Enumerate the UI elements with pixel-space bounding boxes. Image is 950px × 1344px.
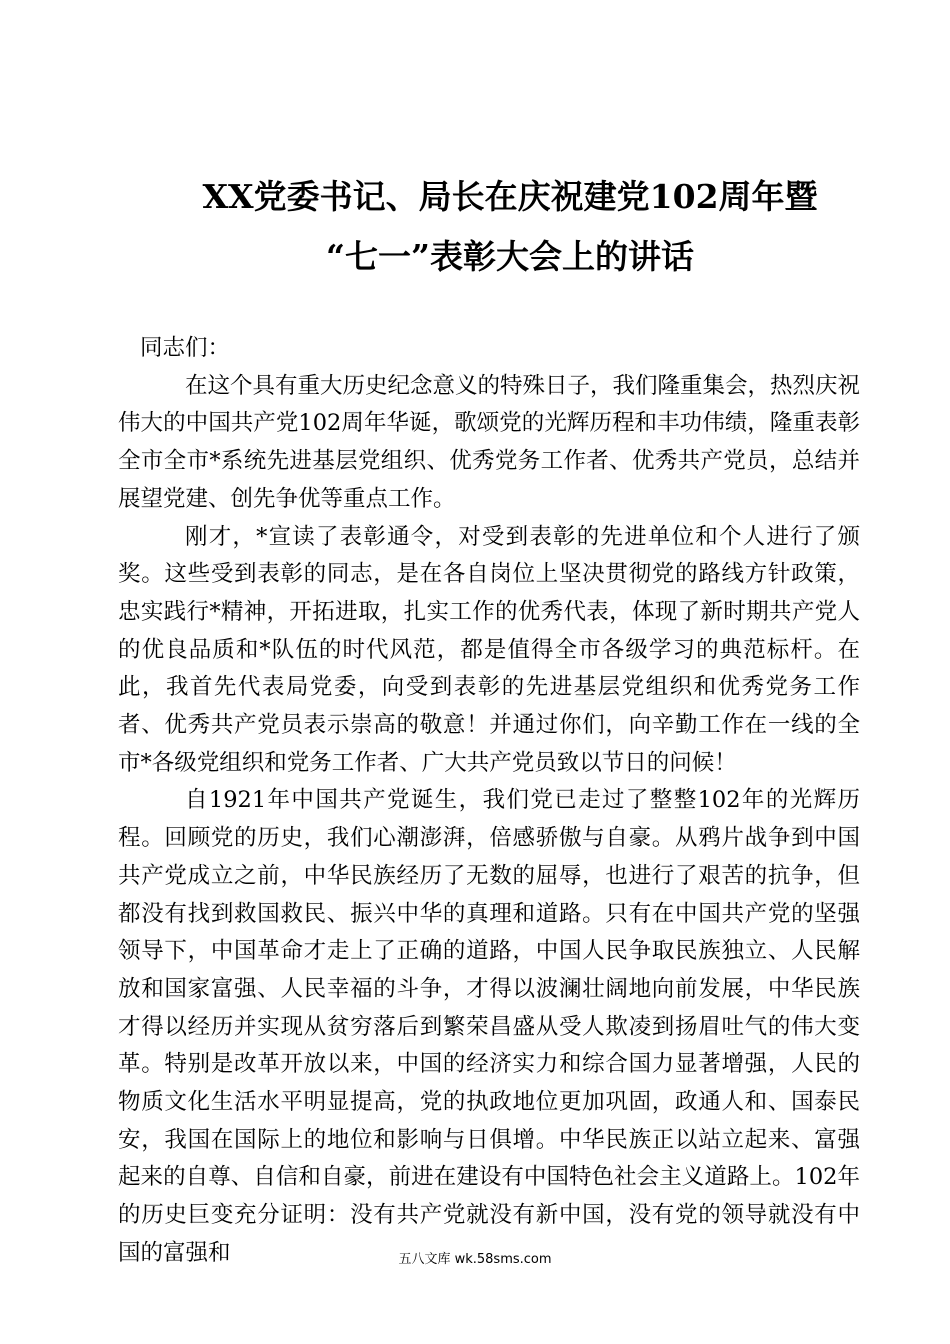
document-title-line-1: XX党委书记、局长在庆祝建党102周年暨 (202, 177, 818, 216)
paragraph-3: 自1921年中国共产党诞生，我们党已走过了整整102年的光辉历程。回顾党的历史，我们心潮澎湃，倍感骄傲与自豪。从鸦片战争到中国共产党成立之前，中华民族经历了无数的屈辱，也进行了艰苦的抗争，但都没有找到救国救民、振兴中华的真理和道路。只有在中国共产党的坚强领导下，中国革命才走上了正确的道路，中国人民争取民族独立、人民解放和国家富强、人民幸福的斗争，才得以波澜壮阔地向前发展，中华民族才得以经历并实现从贫穷落后到繁荣昌盛从受人欺凌到扬眉吐气的伟大变革。特别是改革开放以来，中国的经济实力和综合国力显著增强，人民的物质文化生活水平明显提高，党的执政地位更加巩固，政通人和、国泰民安，我国在国际上的地位和影响与日俱增。中华民族正以站立起来、富强起来的自尊、自信和自豪，前进在建设有中国特色社会主义道路上。102年的历史巨变充分证明：没有共产党就没有新中国，没有党的领导就没有中国的富强和 (118, 787, 860, 1266)
paragraph-1: 在这个具有重大历史纪念意义的特殊日子，我们隆重集会，热烈庆祝伟大的中国共产党102周年华诞，歌颂党的光辉历程和丰功伟绩，隆重表彰全市全市*系统先进基层党组织、优秀党务工作者、优秀共产党员，总结并展望党建、创先争优等重点工作。 (118, 372, 861, 512)
footer-watermark: 五八文库 wk.58sms.com (398, 1252, 552, 1267)
document-title-line-2: “七一”表彰大会上的讲话 (326, 237, 694, 276)
document-body (118, 330, 860, 1273)
salutation: 同志们： (140, 335, 231, 361)
paragraph-2: 刚才，*宣读了表彰通令，对受到表彰的先进单位和个人进行了颁奖。这些受到表彰的同志，是在各自岗位上坚决贯彻党的路线方针政策，忠实践行*精神，开拓进取，扎实工作的优秀代表，体现了新时期共产党人的优良品质和*队伍的时代风范，都是值得全市各级学习的典范标杆。在此，我首先代表局党委，向受到表彰的先进基层党组织和优秀党务工作者、优秀共产党员表示崇高的敬意！并通过你们，向辛勤工作在一线的全市*各级党组织和党务工作者、广大共产党员致以节日的问候！ (118, 523, 860, 776)
